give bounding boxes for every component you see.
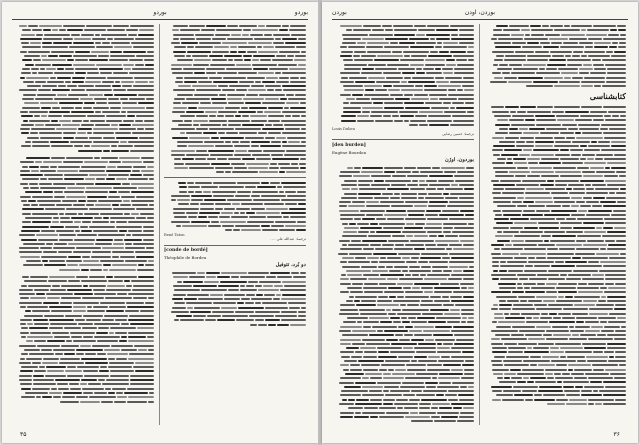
running-head-center: بوردو <box>153 9 167 16</box>
text-line <box>164 170 306 174</box>
text-line <box>484 118 626 122</box>
text-line <box>332 419 474 423</box>
text-line <box>484 402 626 406</box>
entry-heading-latin: [den burden] <box>332 142 366 148</box>
running-head-left <box>12 7 308 20</box>
entry-heading-persian: بوردون، اوژن <box>445 156 474 163</box>
text-line <box>12 382 154 386</box>
text-line <box>12 160 154 164</box>
text-line <box>164 144 306 148</box>
text-line <box>484 363 626 367</box>
text-line <box>332 290 474 294</box>
text-line <box>484 84 626 88</box>
text-line <box>332 28 474 32</box>
text-line <box>484 393 626 397</box>
translator-credit: ترجمهٔ: عبدالله علی ... . <box>269 237 306 242</box>
text-line <box>12 263 154 267</box>
text-line <box>164 101 306 105</box>
text-line <box>12 114 154 118</box>
author-signature: René Taton <box>164 232 185 237</box>
text-line <box>12 190 154 194</box>
text-line <box>332 303 474 307</box>
text-line <box>164 185 306 189</box>
text-line <box>332 174 474 178</box>
left-page <box>2 2 318 443</box>
page-number: ۳۵ <box>20 431 27 438</box>
text-line <box>12 352 154 356</box>
text-block <box>164 271 306 327</box>
entry-subtitle-latin: Eugène Bourdon <box>332 149 367 155</box>
text-line <box>12 144 154 148</box>
text-line <box>484 290 626 294</box>
column-rule <box>159 24 160 425</box>
entry-heading-latin: [conde de bordé] <box>164 248 208 254</box>
text-line <box>164 323 306 327</box>
text-line <box>332 101 474 105</box>
text-line <box>332 260 474 264</box>
text-line <box>332 333 474 337</box>
text-line <box>332 187 474 191</box>
left-page-column-right <box>164 24 306 425</box>
text-line <box>332 406 474 410</box>
text-line <box>332 376 474 380</box>
text-block <box>484 105 626 406</box>
text-line <box>12 233 154 237</box>
text-line <box>164 301 306 305</box>
text-line <box>164 28 306 32</box>
text-line <box>164 288 306 292</box>
text-line <box>12 101 154 105</box>
text-block <box>12 24 154 153</box>
right-page-column-right <box>484 24 626 425</box>
right-page <box>322 2 638 443</box>
text-block <box>332 24 474 127</box>
text-line <box>164 71 306 75</box>
running-head-outer: بوردو <box>294 9 308 16</box>
text-line <box>484 131 626 135</box>
text-line <box>12 71 154 75</box>
text-line <box>164 114 306 118</box>
text-line <box>332 217 474 221</box>
entry-heading-persian: دو بُرد، تئوفیل <box>275 262 306 269</box>
text-line <box>12 400 154 404</box>
text-block <box>12 275 154 404</box>
text-line <box>484 71 626 75</box>
running-head-right <box>332 7 628 20</box>
text-line <box>484 204 626 208</box>
text-line <box>12 279 154 283</box>
text-line <box>332 71 474 75</box>
running-head-outer: بوردن <box>332 9 347 16</box>
text-line <box>484 247 626 251</box>
entry-subtitle-latin: Théophile de Bordeu <box>164 255 207 261</box>
author-signature: Louis Dulieu <box>332 127 355 132</box>
text-line <box>484 320 626 324</box>
running-head-center: بوردن، اودن <box>464 9 496 16</box>
divider <box>164 177 306 178</box>
text-line <box>484 174 626 178</box>
page-number: ۳۶ <box>613 431 620 438</box>
text-line <box>12 395 154 399</box>
right-page-column-left <box>332 24 474 425</box>
text-line <box>484 277 626 281</box>
text-line <box>12 309 154 313</box>
bibliography-heading: کتابشناسی <box>589 91 626 102</box>
text-line <box>332 114 474 118</box>
text-block <box>164 24 306 174</box>
left-page-column-left <box>12 24 154 425</box>
text-line <box>164 157 306 161</box>
translator-credit: ترجمهٔ: حسین رضایی <box>442 131 474 136</box>
text-block <box>12 156 154 272</box>
text-block <box>484 24 626 88</box>
divider <box>332 139 474 140</box>
text-line <box>484 161 626 165</box>
text-block <box>332 166 474 424</box>
text-block <box>164 181 306 233</box>
divider <box>164 245 306 246</box>
text-line <box>484 28 626 32</box>
column-rule <box>479 24 480 425</box>
text-line <box>12 28 154 32</box>
